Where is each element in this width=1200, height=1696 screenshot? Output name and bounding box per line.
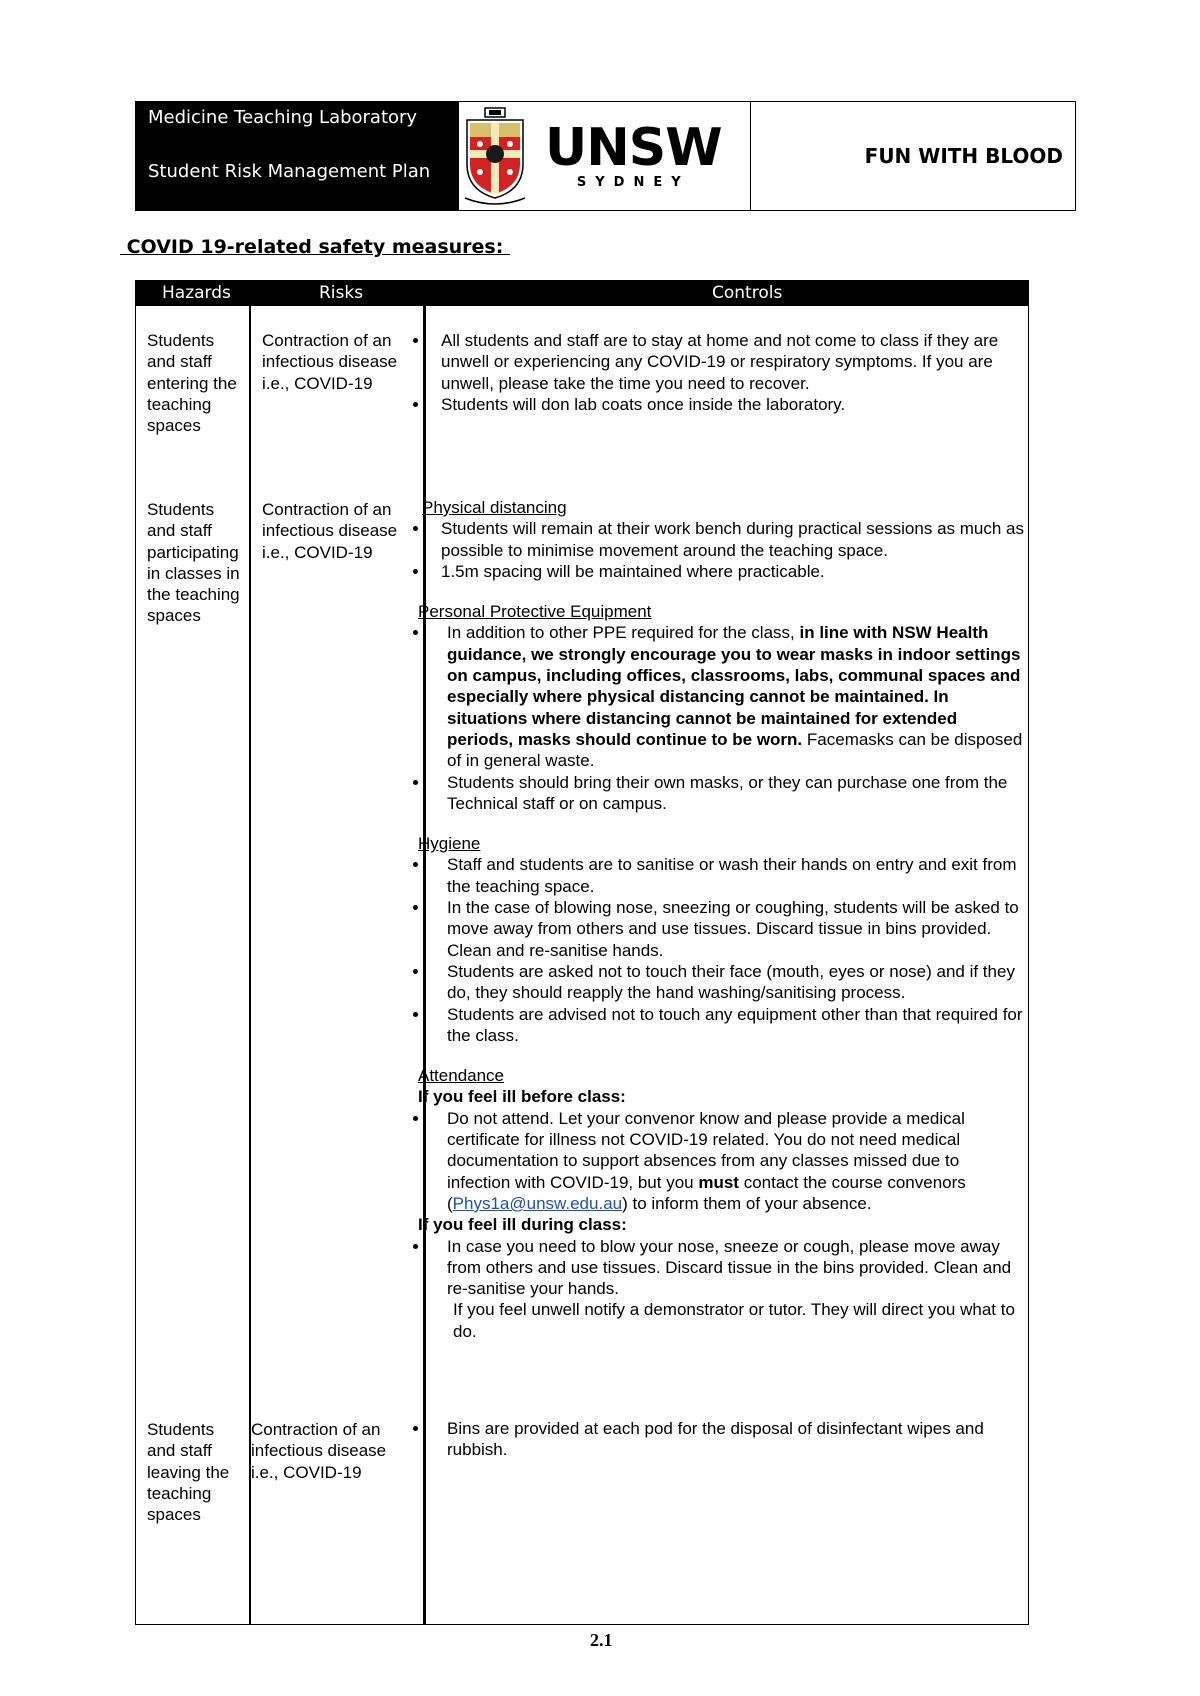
list-item: 1.5m spacing will be maintained where practicable.	[412, 561, 1024, 582]
header-dept-block	[136, 102, 459, 210]
before-class-heading: If you feel ill before class:	[418, 1087, 626, 1107]
page-number: 2.1	[590, 1630, 613, 1650]
list-item: Do not attend. Let your convenor know and please provide a medical certificate for illness not COVID-19 related. You do not need medical documentation to support absences from any classes missed due to infection with COVID-19, but you must contact the course convenors (Phys1a@unsw.edu.au) to inform them of your absence.	[412, 1108, 1024, 1214]
table-header-row	[136, 281, 1028, 306]
header-line-lab: Medicine Teaching Laboratory	[148, 107, 418, 128]
header-line-plan: Student Risk Management Plan	[148, 161, 431, 182]
header-hazards: Hazards	[162, 283, 231, 303]
risk-table	[135, 280, 1029, 1625]
list-item: Students are asked not to touch their face (mouth, eyes or nose) and if they do, they should reapply the hand washing/sanitising process.	[412, 961, 1024, 1004]
document-header	[135, 101, 1076, 211]
list-item: Bins are provided at each pod for the disposal of disinfectant wipes and rubbish.	[412, 1418, 1024, 1461]
row1-hazard: Students and staff entering the teaching spaces	[147, 331, 237, 436]
attendance-heading: Attendance	[418, 1066, 505, 1086]
row3-risk: Contraction of an infectious disease i.e., COVID-19	[251, 1420, 387, 1482]
list-item: Students should bring their own masks, or they can purchase one from the Technical staff or on campus.	[412, 772, 1024, 815]
document-title: FUN WITH BLOOD	[864, 144, 1063, 168]
list-item: Staff and students are to sanitise or wash their hands on entry and exit from the teaching space.	[412, 854, 1024, 897]
unsw-logo	[459, 102, 751, 210]
during-class-note: If you feel unwell notify a demonstrator or tutor. They will direct you what to do.	[453, 1300, 1015, 1341]
header-risks: Risks	[319, 283, 364, 303]
unsw-wordmark	[545, 117, 722, 190]
row1-risk: Contraction of an infectious disease i.e., COVID-19	[262, 331, 398, 393]
list-item: Students will remain at their work bench during practical sessions as much as possible to minimise movement around the teaching space.	[412, 518, 1024, 561]
section-title: COVID 19-related safety measures:	[120, 236, 510, 258]
row3-controls	[412, 1418, 1024, 1461]
list-item: In addition to other PPE required for the class, in line with NSW Health guidance, we strongly encourage you to wear masks in indoor settings on campus, including offices, classrooms, labs, communal spaces and especially where physical distancing cannot be maintained. In situations where distancing cannot be maintained for extended periods, masks should continue to be worn. Facemasks can be disposed of in general waste.	[412, 622, 1024, 771]
ppe-heading: Personal Protective Equipment	[418, 602, 652, 622]
list-item: In the case of blowing nose, sneezing or coughing, students will be asked to move away from others and use tissues. Discard tissue in bins provided. Clean and re-sanitise hands.	[412, 897, 1024, 961]
header-controls: Controls	[712, 283, 783, 303]
row3-hazard: Students and staff leaving the teaching spaces	[147, 1420, 230, 1525]
list-item: All students and staff are to stay at home and not come to class if they are unwell or experiencing any COVID-19 or respiratory symptoms. If you are unwell, please take the time you need to recover.	[412, 330, 1024, 394]
convenor-email-link[interactable]: Phys1a@unsw.edu.au	[452, 1193, 623, 1213]
row2-risk: Contraction of an infectious disease i.e., COVID-19	[262, 500, 398, 562]
physical-distancing-heading: Physical distancing	[422, 498, 567, 517]
unsw-logo-text: UNSW	[545, 117, 722, 178]
unsw-crest-icon	[463, 106, 527, 206]
unsw-logo-subtext: SYDNEY	[576, 174, 690, 190]
list-item: In case you need to blow your nose, sneeze or cough, please move away from others and use tissues. Discard tissue in the bins provided. Clean and re-sanitise your hands.	[412, 1236, 1024, 1300]
list-item: Students are advised not to touch any equipment other than that required for the class.	[412, 1004, 1024, 1047]
row2-controls	[412, 497, 1024, 1342]
row2-hazard: Students and staff participating in classes in the teaching spaces	[147, 500, 240, 626]
row1-controls	[412, 330, 1024, 415]
hygiene-heading: Hygiene	[418, 834, 481, 854]
during-class-heading: If you feel ill during class:	[418, 1215, 627, 1235]
list-item: Students will don lab coats once inside the laboratory.	[412, 394, 1024, 415]
